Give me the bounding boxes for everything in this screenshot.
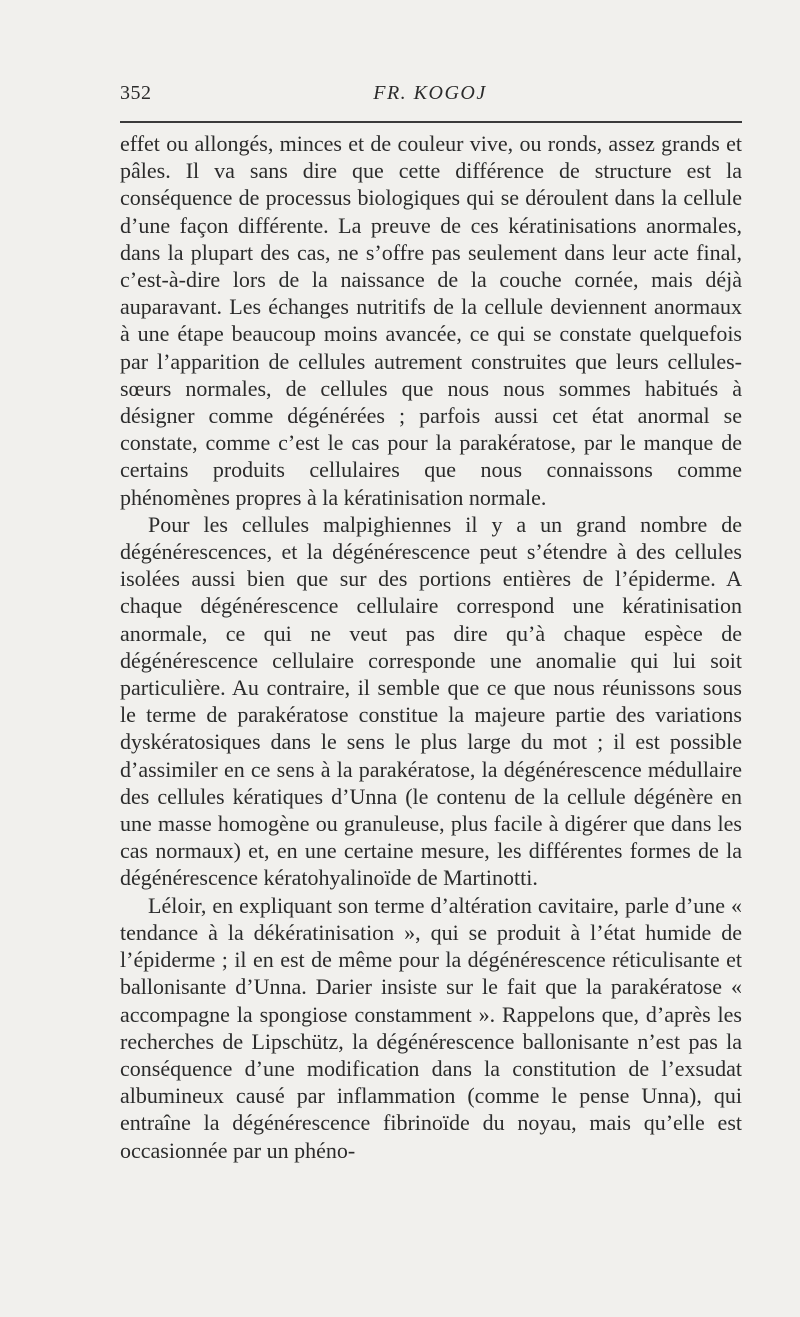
page-number: 352 [120,82,152,104]
body-text [120,130,742,1164]
paragraph-3: Léloir, en expliquant son terme d’altération cavitaire, parle d’une « tendance à la dékératinisation », qui se produit à l’état humide de l’épiderme ; il en est de même pour la dégénérescence réticulisante et ballonisante d’Unna. Darier insiste sur le fait que la parakératose « accompagne la spongiose constamment ». Rappelons que, d’après les recherches de Lipschütz, la dégénérescence ballonisante n’est pas la conséquence d’une modification dans la constitution de l’exsudat albumineux causé par inflammation (comme le pense Unna), qui entraîne la dégénérescence fibrinoïde du noyau, mais qu’elle est occasionnée par un phéno- [120,892,742,1163]
header-rule [120,121,742,123]
paragraph-1: effet ou allongés, minces et de couleur vive, ou ronds, assez grands et pâles. Il va sans dire que cette différence de structure est la conséquence de processus biologiques qui se déroulent dans la cellule d’une façon différente. La preuve de ces kératinisations anormales, dans la plupart des cas, ne s’offre pas seulement dans leur acte final, c’est-à-dire lors de la naissance de la couche cornée, mais déjà auparavant. Les échanges nutritifs de la cellule deviennent anormaux à une étape beaucoup moins avancée, ce qui se constate quelquefois par l’apparition de cellules autrement construites que leurs cellules-sœurs normales, de cellules que nous nous sommes habitués à désigner comme dégénérées ; parfois aussi cet état anormal se constate, comme c’est le cas pour la parakératose, par le manque de certains produits cellulaires que nous connaissons comme phénomènes propres à la kératinisation normale. [120,131,742,510]
running-title: FR. KOGOJ [373,82,487,104]
paragraph-2: Pour les cellules malpighiennes il y a un grand nombre de dégénérescences, et la dégénérescence peut s’étendre à des cellules isolées aussi bien que sur des portions entières de l’épiderme. A chaque dégénérescence cellulaire correspond une kératinisation anormale, ce qui ne veut pas dire qu’à chaque espèce de dégénérescence cellulaire corresponde une anomalie qui lui soit particulière. Au contraire, il semble que ce que nous réunissons sous le terme de parakératose constitue la majeure partie des variations dyskératosiques dans le sens le plus large du mot ; il est possible d’assimiler en ce sens à la parakératose, la dégénérescence médullaire des cellules kératiques d’Unna (le contenu de la cellule dégénère en une masse homogène ou granuleuse, plus facile à digérer que dans les cas normaux) et, en une certaine mesure, les différentes formes de la dégénérescence kératohyalinoïde de Martinotti. [120,511,742,891]
page-header [120,80,740,114]
